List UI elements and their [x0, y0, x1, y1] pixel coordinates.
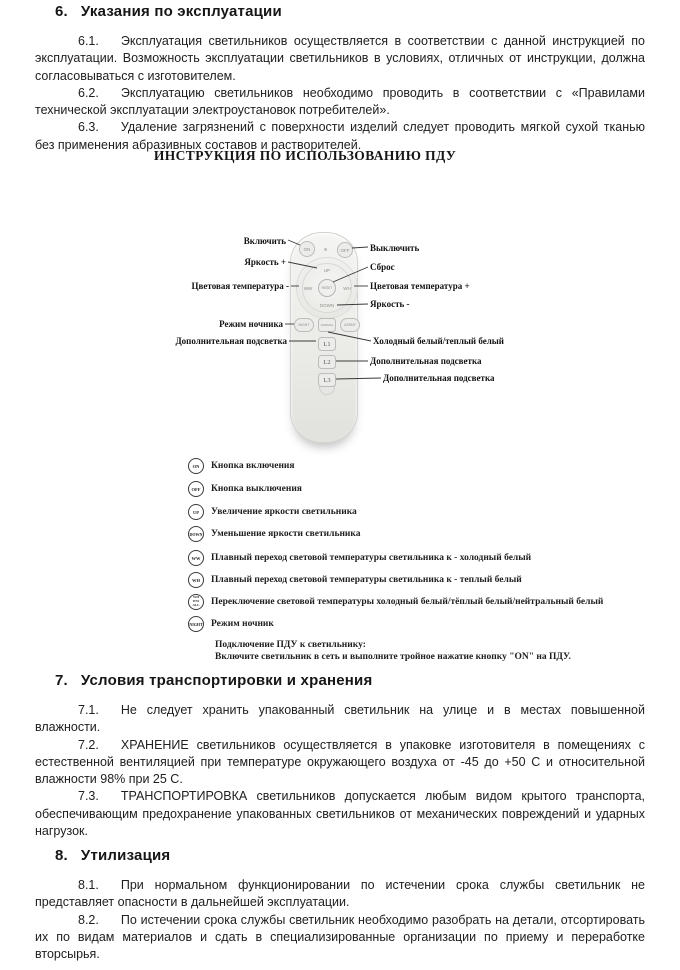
callout-color-temp-plus: Цветовая температура + [370, 281, 470, 291]
paragraph-number: 6.3. [78, 120, 99, 135]
remote-assnt-button [340, 318, 360, 332]
down-button-icon [188, 526, 204, 542]
callout-aux-light-l2: Дополнительная подсветка [370, 356, 482, 366]
section-number: 6. [55, 3, 68, 20]
callout-cold-warm-white: Холодный белый/теплый белый [373, 336, 504, 346]
callout-aux-light-l3: Дополнительная подсветка [383, 373, 495, 383]
paragraph-text: Удаление загрязнений с поверхности изделий следует проводить мягкой сухой тканью без применения абразивных составов и растворителей. [35, 120, 645, 152]
night-button-label: NIGHT [298, 323, 310, 327]
legend-row-up [188, 504, 357, 520]
paragraph-8-1 [35, 877, 645, 912]
section-number: 8. [55, 847, 68, 864]
icon-text: UP [193, 509, 199, 515]
paragraph-6-2 [35, 85, 645, 120]
legend-text: Кнопка выключения [211, 484, 302, 494]
section-8-heading [55, 847, 645, 864]
icon-text: WW [192, 599, 200, 604]
wh-ww-all-button-icon [188, 594, 204, 610]
paragraph-6-1 [35, 33, 645, 85]
section-number: 7. [55, 672, 68, 689]
paragraph-8-2 [35, 912, 645, 964]
paragraph-number: 6.1. [78, 34, 99, 48]
connection-note-line1: Подключение ПДУ к светильнику: [215, 640, 366, 650]
dpad-wh-label: WH [343, 285, 351, 291]
remote-control-illustration [290, 232, 358, 443]
legend-text: Плавный переход световой температуры светильника к - теплый белый [211, 575, 522, 585]
paragraph-text: Не следует хранить упакованный светильник на улице и в местах повышенной влажности. [35, 703, 645, 735]
callout-aux-light-l1: Дополнительная подсветка [175, 336, 287, 346]
legend-text: Кнопка включения [211, 461, 295, 471]
on-button-label: ON [303, 246, 311, 252]
paragraph-number: 7.3. [78, 789, 99, 804]
legend-row-ww [188, 550, 531, 566]
off-button-label: OFF [340, 247, 350, 253]
paragraph-text: Эксплуатацию светильников необходимо проводить в соответствии с «Правилами технической эксплуатации электроустановок потребителей». [35, 85, 645, 118]
normal-button-label: NORMAL [320, 323, 334, 327]
callout-color-temp-minus: Цветовая температура - [191, 281, 289, 291]
ww-button-icon [188, 550, 204, 566]
section-title: Указания по эксплуатации [80, 3, 282, 20]
section-6 [35, 3, 645, 154]
paragraph-number: 6.2. [78, 85, 99, 100]
legend-row-wh [188, 572, 522, 588]
legend-row-off [188, 481, 302, 497]
legend-row-on [188, 458, 295, 474]
callout-brightness-plus: Яркость + [244, 257, 286, 267]
section-title: Утилизация [80, 847, 171, 864]
paragraph-number: 7.2. [78, 737, 99, 752]
legend-text: Режим ночник [211, 619, 274, 629]
icon-text: ALL [192, 602, 200, 607]
connection-note [215, 640, 571, 663]
icon-text: OFF [191, 486, 201, 492]
legend-text: Переключение световой температуры холодный белый/тёплый белый/нейтральный белый [211, 597, 604, 607]
connection-note-line2: Включите светильник в сеть и выполните тройное нажатие кнопку "ON" на ПДУ. [215, 651, 571, 662]
night-button-icon [188, 616, 204, 632]
legend-row-down [188, 526, 361, 542]
paragraph-text: ХРАНЕНИЕ светильников осуществляется в упаковке изготовителя в помещениях с естественной вентиляцией при температуре окружающего воздуха от -45 до +50 С и относительной влажности 98% при 25 С. [35, 737, 645, 787]
remote-on-button [299, 241, 315, 257]
paragraph-7-2 [35, 737, 645, 789]
icon-text: DOWN [189, 531, 203, 537]
remote-l3-button [318, 373, 336, 387]
icon-text: ON [192, 463, 200, 469]
button-legend [0, 455, 680, 640]
section-6-heading [55, 3, 645, 20]
dpad-down-label: DOWN [319, 302, 335, 308]
paragraph-7-1 [35, 702, 645, 737]
section-7 [35, 672, 645, 840]
remote-led-dot [324, 248, 327, 251]
l2-button-label: L2 [323, 358, 331, 366]
section-8 [35, 847, 645, 963]
callout-brightness-minus: Яркость - [370, 299, 410, 309]
paragraph-number: 8.1. [78, 878, 99, 892]
off-button-icon [188, 481, 204, 497]
remote-diagram [0, 225, 680, 458]
icon-text: WW [191, 555, 201, 561]
callout-night-mode: Режим ночника [219, 319, 283, 329]
icon-text: WH [191, 577, 200, 583]
up-button-icon [188, 504, 204, 520]
icon-text: NIGHT [189, 621, 203, 627]
section-title: Условия транспортировки и хранения [80, 672, 373, 689]
paragraph-number: 7.1. [78, 703, 99, 717]
paragraph-text: ТРАНСПОРТИРОВКА светильников допускается любым видом крытого транспорта, обеспечивающим предохранение упакованных светильников от механических повреждений и ударных нагрузок. [35, 789, 645, 839]
legend-text: Увеличение яркости светильника [211, 507, 357, 517]
paragraph-7-3 [35, 788, 645, 840]
pdu-instruction-title: ИНСТРУКЦИЯ ПО ИСПОЛЬЗОВАНИЮ ПДУ [153, 148, 457, 163]
reset-button-label: RESET [321, 286, 333, 290]
remote-normal-button [318, 318, 336, 332]
dpad-ww-label: WW [303, 285, 313, 291]
legend-text: Плавный переход световой температуры светильника к - холодный белый [211, 553, 532, 563]
paragraph-number: 8.2. [78, 912, 99, 927]
remote-l2-button [318, 355, 336, 369]
l3-button-label: L3 [323, 376, 331, 384]
dpad-up-label: UP [323, 267, 331, 273]
paragraph-text: По истечении срока службы светильник необходимо разобрать на детали, отсортировать их по видам материалов и сдать в специализированные организации по приему и переработке вторсырья. [35, 912, 645, 962]
remote-night-button [294, 318, 314, 332]
remote-reset-button [318, 279, 336, 297]
remote-off-button [337, 242, 353, 258]
icon-text: WH [192, 595, 200, 600]
legend-row-night [188, 616, 274, 632]
paragraph-text: Эксплуатация светильников осуществляется в соответствии с данной инструкцией по эксплуатации. Возможность эксплуатации светильников в условиях, отличных от инструкции, должна согласовываться с изготовителем. [35, 34, 645, 83]
on-button-icon [188, 458, 204, 474]
l1-button-label: L1 [323, 340, 331, 348]
wh-button-icon [188, 572, 204, 588]
assnt-button-label: ASSNT [344, 323, 356, 327]
legend-text: Уменьшение яркости светильника [211, 529, 361, 539]
callout-reset: Сброс [370, 262, 395, 272]
remote-l1-button [318, 337, 336, 351]
callout-off: Выключить [370, 243, 420, 253]
legend-row-wh-ww-all [188, 594, 603, 610]
callout-on: Включить [243, 236, 286, 246]
section-7-heading [55, 672, 645, 689]
paragraph-text: При нормальном функционировании по истечении срока службы светильник не представляет опасности в дальнейшей эксплуатации. [35, 878, 645, 910]
